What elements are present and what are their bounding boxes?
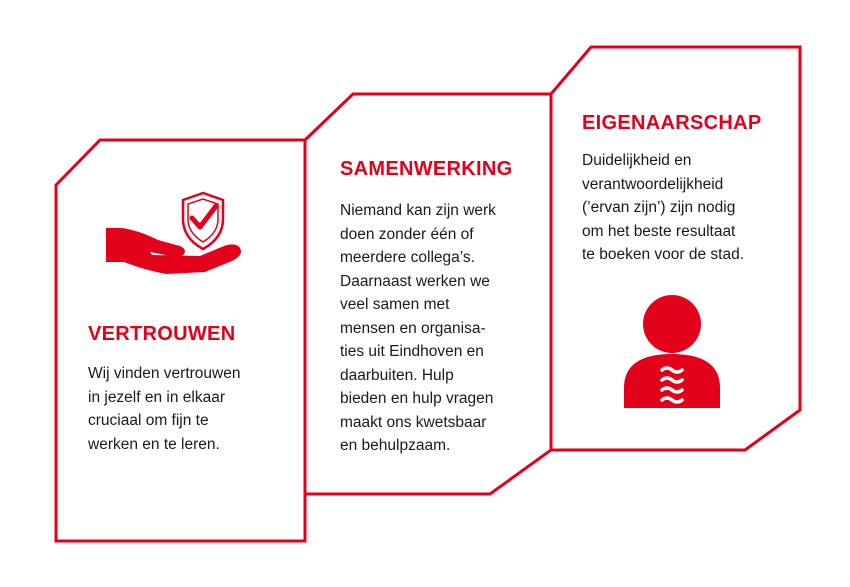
heading-vertrouwen: VERTROUWEN [88, 323, 236, 345]
text-vertrouwen: Wij vinden vertrouwen in jezelf en in elkaar cruciaal om fijn te werken en te leren. [88, 365, 241, 453]
text-eigenaarschap: Duidelijkheid en verantwoordelijkheid (’ervan zijn’) zijn nodig om het beste resultaat te boeken voor de stad. [582, 152, 745, 263]
panel-eigenaarschap [582, 111, 792, 267]
hand-with-shield-check-icon [106, 193, 241, 274]
person-with-eindhoven-logo-icon [624, 295, 720, 408]
text-samenwerking: Niemand kan zijn werk doen zonder één of meerdere collega’s. Daarnaast werken we veel samen met mensen en organisa- ties uit Eindhoven en daarbuiten. Hulp bieden en hulp vragen maakt ons kwetsbaar en behulpzaam. [340, 202, 496, 454]
heading-eigenaarschap: EIGENAARSCHAP [582, 112, 762, 134]
person-head-icon [643, 295, 701, 353]
heading-samenwerking: SAMENWERKING [340, 158, 513, 180]
hand-icon [106, 228, 241, 274]
panel-vertrouwen [88, 322, 288, 456]
checkmark-icon [192, 206, 216, 227]
panel-samenwerking [340, 157, 540, 458]
